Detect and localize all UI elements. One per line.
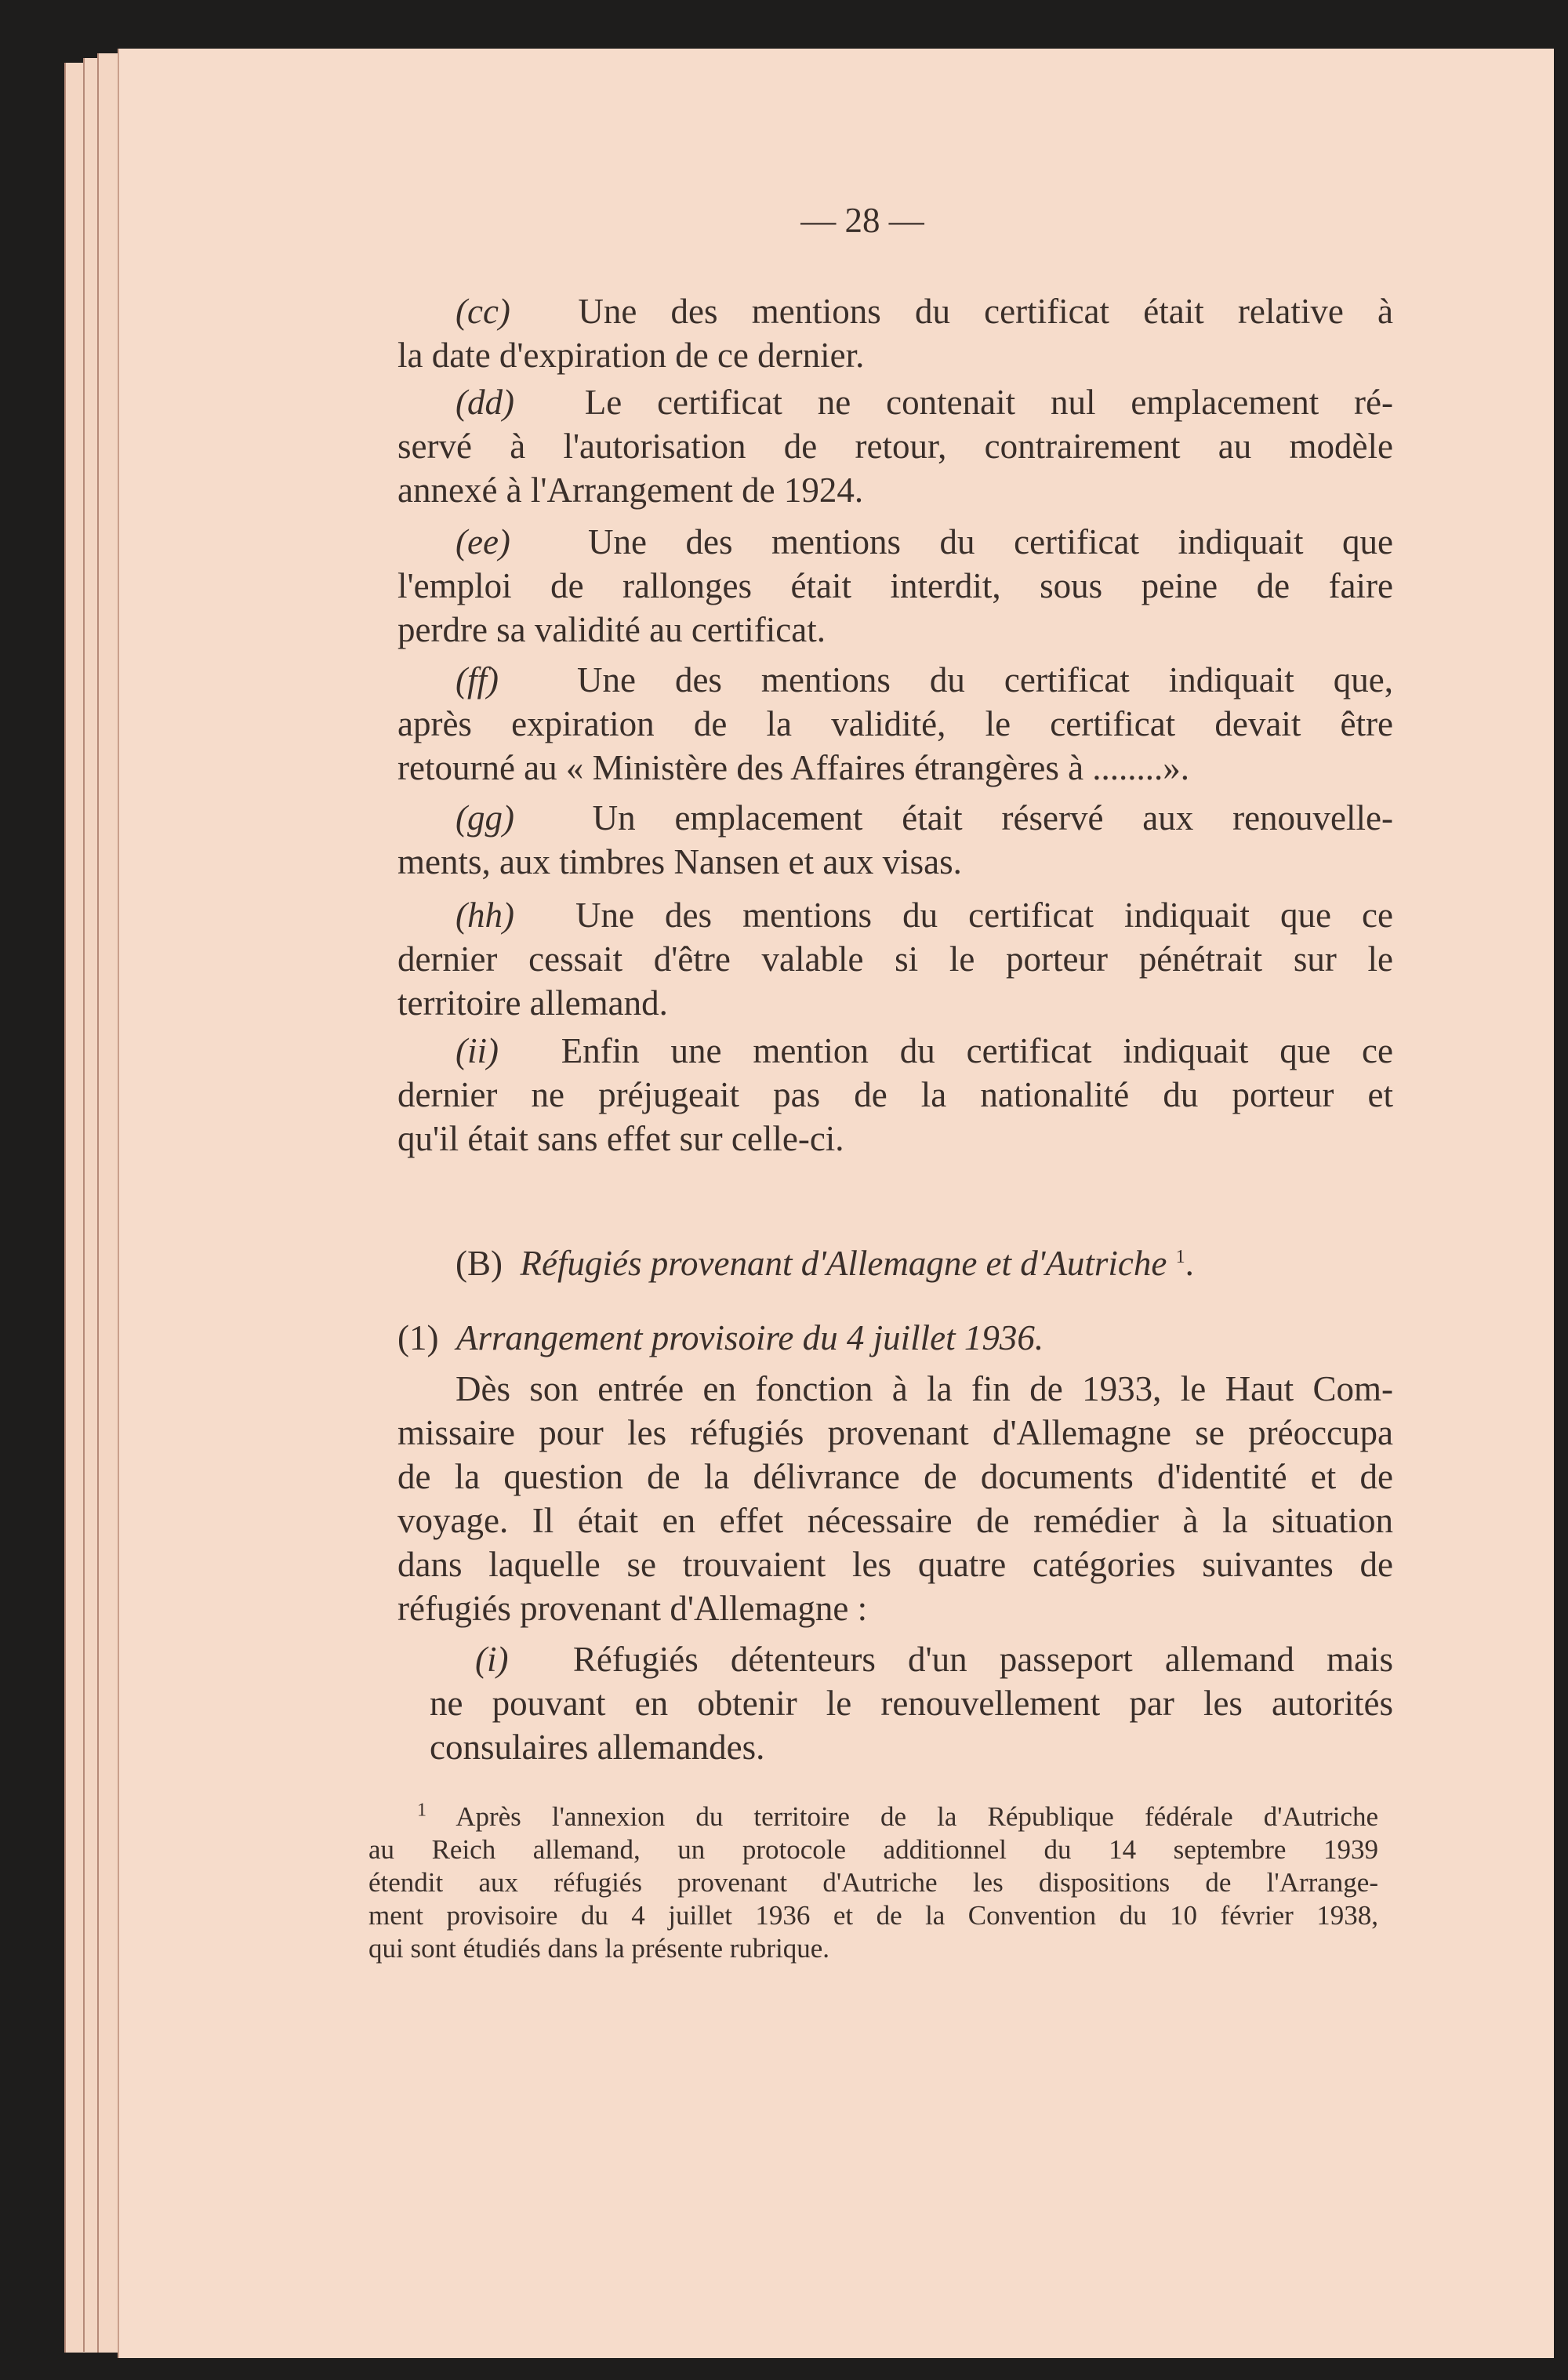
line-text: réfugiés provenant d'Allemagne : <box>397 1589 868 1628</box>
paragraph-line <box>456 1368 1393 1409</box>
line-text: de la question de la délivrance de documents d'identité et de <box>397 1457 1393 1496</box>
section-heading <box>456 1243 1396 1284</box>
line-text: qui sont étudiés dans la présente rubrique. <box>368 1933 830 1964</box>
list-item-line <box>397 335 1393 376</box>
section-title: Réfugiés provenant d'Allemagne et d'Autriche <box>520 1244 1167 1283</box>
line-text: consulaires allemandes. <box>430 1728 765 1767</box>
list-item-line <box>397 939 1393 979</box>
footnote-line <box>368 1867 1378 1899</box>
subsection-title: Arrangement provisoire du 4 juillet 1936. <box>456 1318 1044 1357</box>
sub-item-line <box>430 1683 1393 1724</box>
paragraph-line <box>397 1456 1393 1497</box>
line-text: Une des mentions du certificat indiquait que <box>588 522 1394 561</box>
item-label: (dd) <box>456 383 514 422</box>
line-text: — 28 — <box>800 201 924 240</box>
item-label: (hh) <box>456 896 514 935</box>
item-label: (ff) <box>456 660 499 699</box>
footnote-line <box>417 1801 1378 1833</box>
line-text: qu'il était sans effet sur celle-ci. <box>397 1119 844 1158</box>
paragraph-line <box>397 1500 1393 1541</box>
list-item-line <box>397 609 1393 650</box>
line-text: perdre sa validité au certificat. <box>397 610 826 649</box>
list-item-line <box>456 659 1393 700</box>
line-text: Dès son entrée en fonction à la fin de 1933, le Haut Com- <box>456 1369 1393 1408</box>
line-text: dernier cessait d'être valable si le porteur pénétrait sur le <box>397 939 1393 979</box>
line-text: étendit aux réfugiés provenant d'Autriche les dispositions de l'Arrange- <box>368 1867 1378 1898</box>
line-text: l'emploi de rallonges était interdit, sous peine de faire <box>397 566 1393 605</box>
sub-item-line <box>430 1727 1393 1768</box>
footnote-line <box>368 1834 1378 1866</box>
item-label: (ii) <box>456 1031 499 1070</box>
list-item-line <box>397 1118 1393 1159</box>
line-text: Un emplacement était réservé aux renouvelle- <box>592 798 1393 838</box>
list-item-line <box>456 895 1393 936</box>
line-text: ment provisoire du 4 juillet 1936 et de la Convention du 10 février 1938, <box>368 1900 1378 1931</box>
list-item-line <box>456 382 1393 423</box>
line-text: territoire allemand. <box>397 983 668 1023</box>
list-item-line <box>397 565 1393 606</box>
list-item-line <box>456 291 1393 332</box>
item-label: (cc) <box>456 292 510 331</box>
line-text: au Reich allemand, un protocole additionnel du 14 septembre 1939 <box>368 1834 1378 1865</box>
list-item-line <box>397 1074 1393 1115</box>
line-text: dans laquelle se trouvaient les quatre catégories suivantes de <box>397 1545 1393 1584</box>
line-text: ne pouvant en obtenir le renouvellement par les autorités <box>430 1684 1393 1723</box>
paragraph-line <box>397 1544 1393 1585</box>
line-text: missaire pour les réfugiés provenant d'Allemagne se préoccupa <box>397 1413 1393 1452</box>
footnote-line <box>368 1900 1378 1931</box>
line-text: servé à l'autorisation de retour, contrairement au modèle <box>397 427 1393 466</box>
line-text: Une des mentions du certificat indiquait que, <box>576 660 1394 699</box>
heading-period: . <box>1185 1244 1194 1283</box>
subsection-label: (1) <box>397 1318 439 1357</box>
list-item-line <box>397 841 1393 882</box>
list-item-line <box>397 703 1393 744</box>
subsection-heading <box>397 1317 1338 1358</box>
line-text: annexé à l'Arrangement de 1924. <box>397 471 864 510</box>
line-text: retourné au « Ministère des Affaires étrangères à ........». <box>397 748 1190 787</box>
line-text: Réfugiés détenteurs d'un passeport allemand mais <box>572 1640 1393 1679</box>
page-number <box>706 200 1019 241</box>
list-item-line <box>456 521 1393 562</box>
item-label: (gg) <box>456 798 514 838</box>
footnote-line <box>368 1933 1378 1964</box>
list-item-line <box>397 470 1393 511</box>
line-text: ments, aux timbres Nansen et aux visas. <box>397 842 962 881</box>
line-text: après expiration de la validité, le certificat devait être <box>397 704 1393 743</box>
paragraph-line <box>397 1412 1393 1453</box>
line-text: dernier ne préjugeait pas de la nationalité du porteur et <box>397 1075 1393 1114</box>
line-text: Une des mentions du certificat indiquait que ce <box>575 896 1393 935</box>
line-text: Le certificat ne contenait nul emplacement ré- <box>584 383 1394 422</box>
line-text: voyage. Il était en effet nécessaire de remédier à la situation <box>397 1501 1393 1540</box>
line-text: Après l'annexion du territoire de la République fédérale d'Autriche <box>456 1801 1378 1832</box>
sub-item-line <box>475 1639 1393 1680</box>
line-text: Une des mentions du certificat était relative à <box>578 292 1394 331</box>
item-label: (ee) <box>456 522 510 561</box>
section-label: (B) <box>456 1244 503 1283</box>
paragraph-line <box>397 1588 1393 1629</box>
list-item-line <box>397 426 1393 467</box>
item-label: (i) <box>475 1640 509 1679</box>
list-item-line <box>397 747 1393 788</box>
footnote-marker: 1 <box>417 1800 426 1821</box>
list-item-line <box>397 983 1393 1023</box>
line-text: Enfin une mention du certificat indiquait que ce <box>561 1031 1393 1070</box>
list-item-line <box>456 798 1393 838</box>
footnote-ref: 1 <box>1175 1247 1185 1267</box>
line-text: la date d'expiration de ce dernier. <box>397 336 865 375</box>
list-item-line <box>456 1030 1393 1071</box>
